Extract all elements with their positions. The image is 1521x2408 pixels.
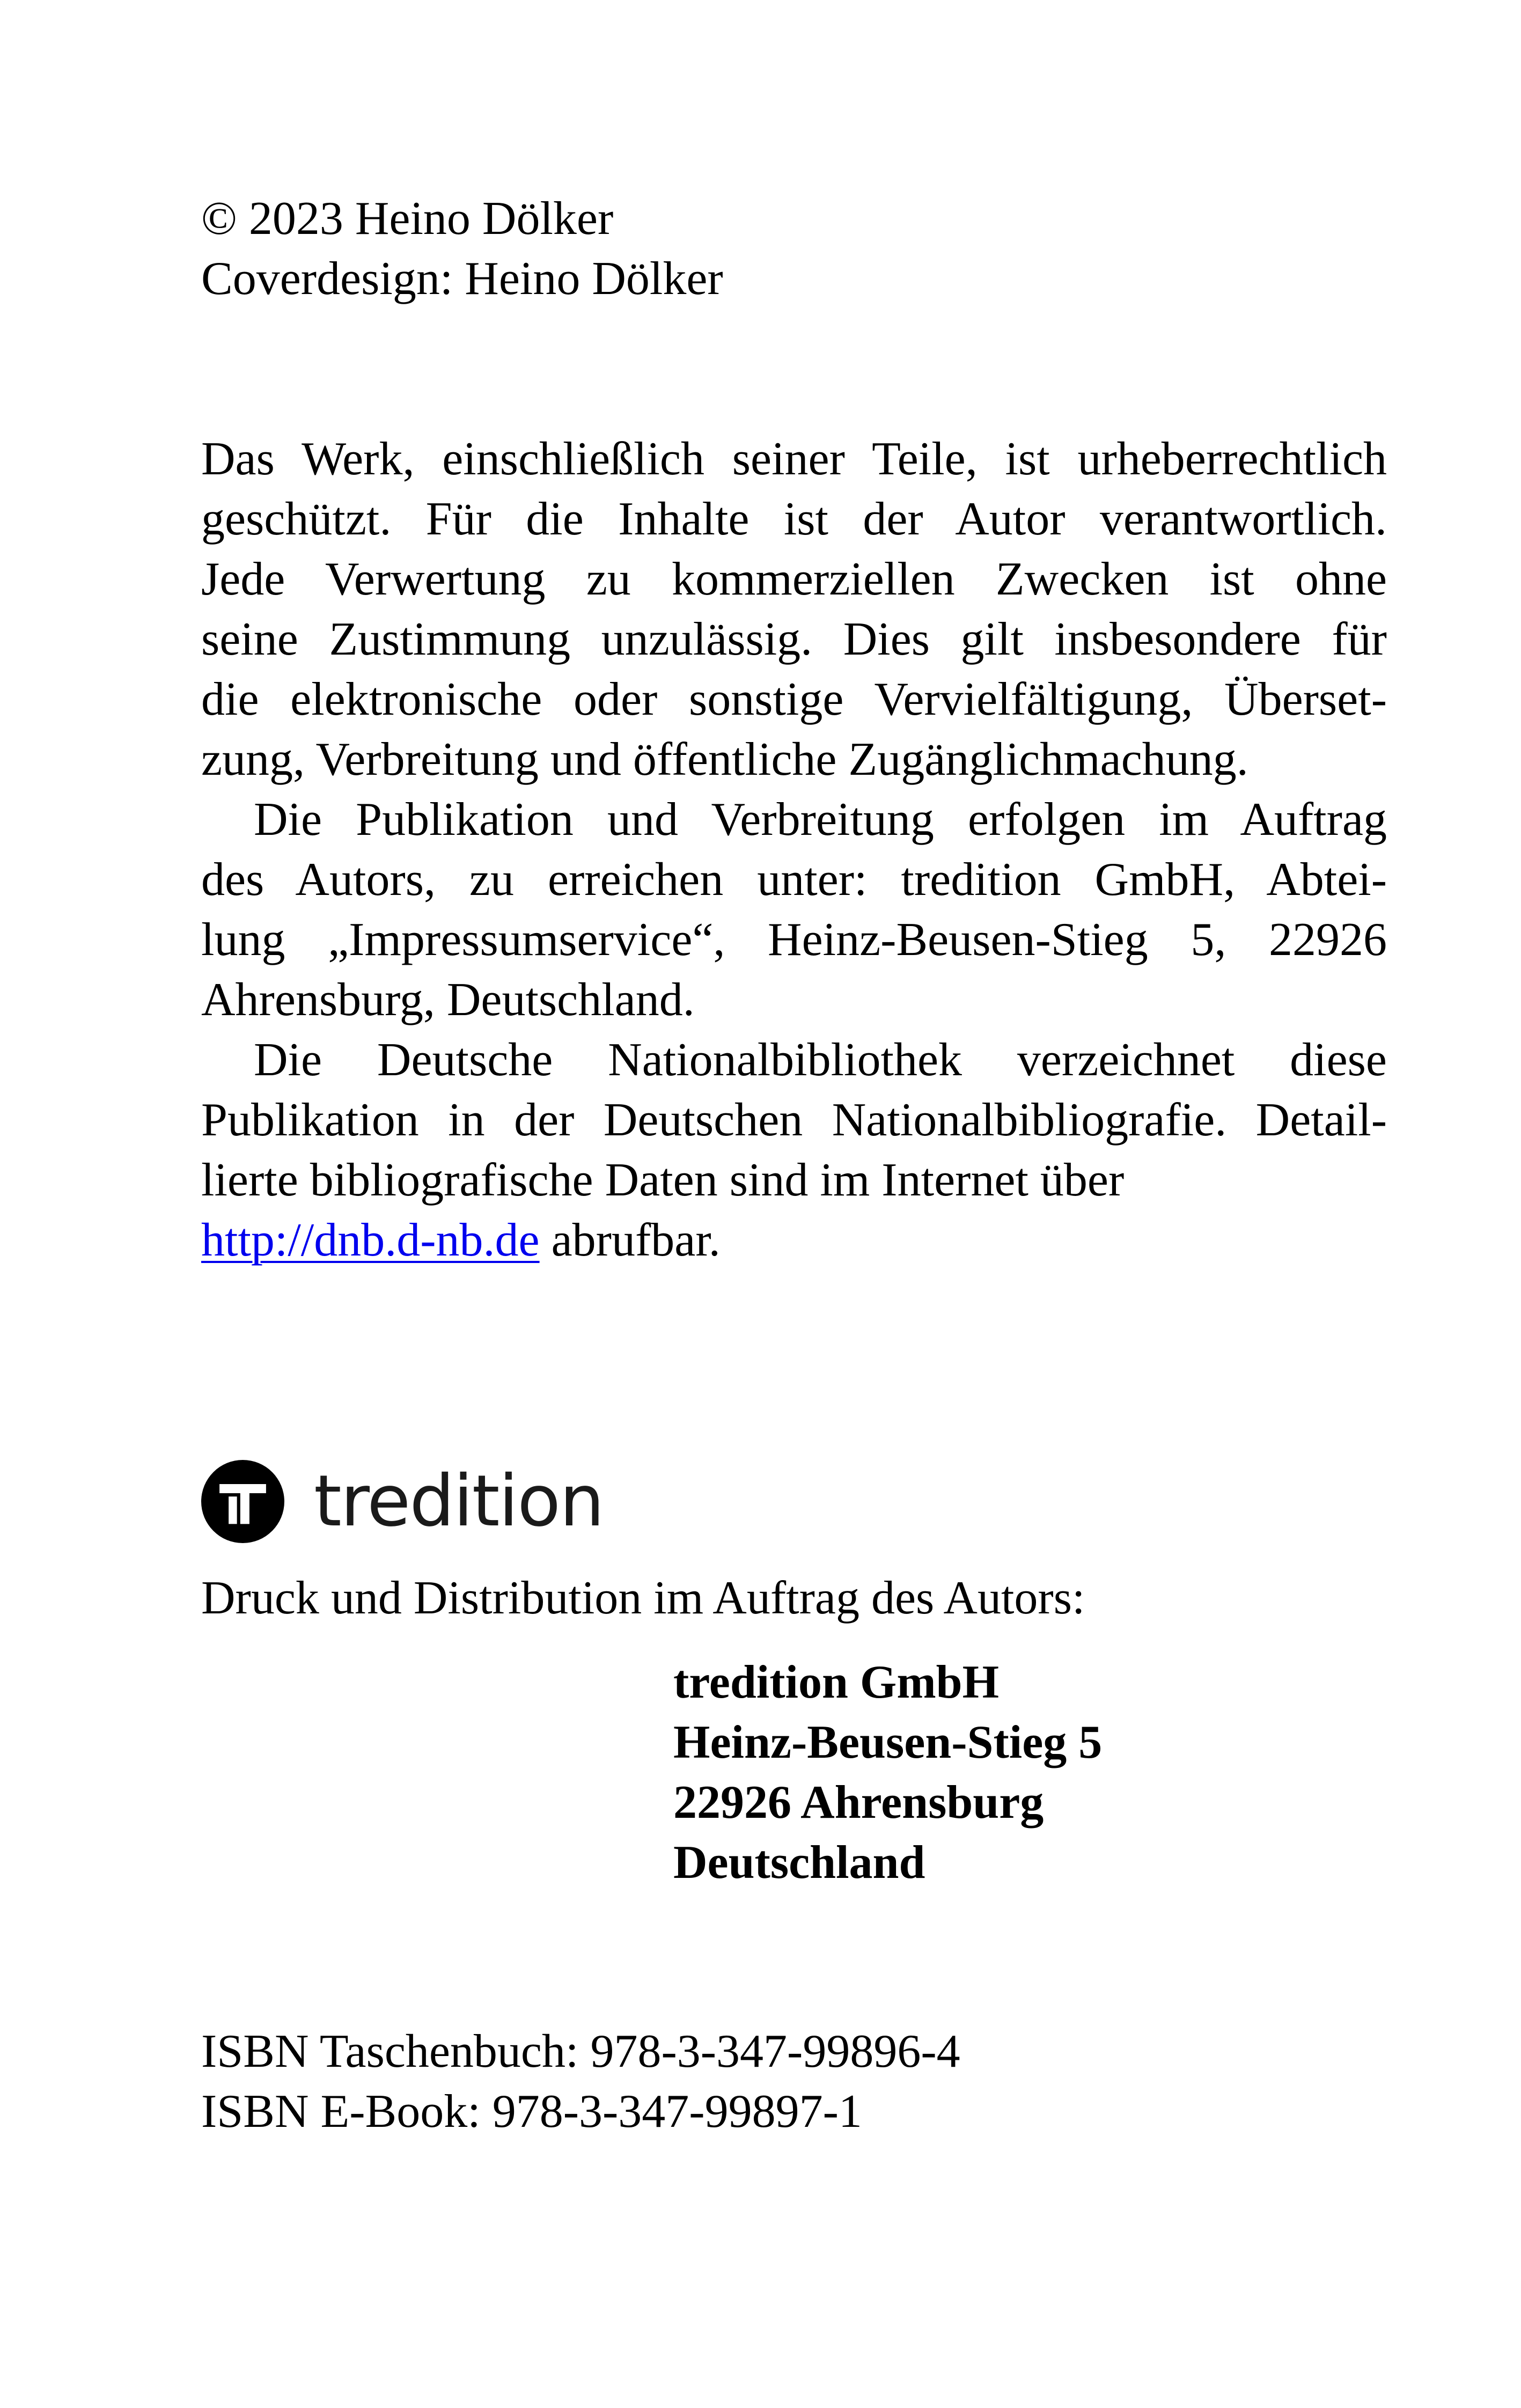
- address-city: 22926 Ahrensburg: [673, 1776, 1044, 1829]
- text-line: Die Publikation und Verbreitung erfolgen im Auftrag: [254, 794, 1387, 846]
- text-line: Ahrensburg, Deutschland.: [201, 974, 695, 1026]
- tredition-logo: [201, 1458, 604, 1544]
- legal-notice: [201, 429, 1387, 1271]
- cover-design-line: Coverdesign: Heino Dölker: [201, 253, 723, 305]
- text-line: Jede Verwertung zu kommerziellen Zwecken ist ohne: [201, 553, 1387, 605]
- legal-paragraph-copyright: [201, 429, 1387, 790]
- text-line: Das Werk, einschließlich seiner Teile, ist urheberrechtlich: [201, 433, 1387, 485]
- address-company: tredition GmbH: [673, 1656, 1000, 1708]
- legal-paragraph-dnb: [201, 1030, 1387, 1271]
- isbn-block: [201, 2022, 1387, 2142]
- copyright-line: © 2023 Heino Dölker: [201, 193, 614, 245]
- text-line: zung, Verbreitung und öffentliche Zugänglichmachung.: [201, 733, 1248, 785]
- publisher-address: [673, 1653, 1102, 1893]
- logo-wordmark: tredition: [314, 1460, 604, 1543]
- isbn-paperback: ISBN Taschenbuch: 978-3-347-99896-4: [201, 2025, 960, 2077]
- address-street: Heinz-Beusen-Stieg 5: [673, 1716, 1103, 1768]
- text-line: [201, 1210, 1387, 1271]
- distribution-label: [201, 1568, 1387, 1628]
- text-line: die elektronische oder sonstige Vervielfältigung, Überset-: [201, 673, 1387, 725]
- text-line: Publikation in der Deutschen Nationalbibliografie. Detail-: [201, 1094, 1387, 1146]
- link-suffix: abrufbar.: [539, 1214, 721, 1266]
- address-country: Deutschland: [673, 1837, 925, 1889]
- text-line: des Autors, zu erreichen unter: tredition GmbH, Abtei-: [201, 854, 1387, 906]
- legal-paragraph-publication: [201, 790, 1387, 1030]
- text-line: Die Deutsche Nationalbibliothek verzeichnet diese: [254, 1034, 1387, 1086]
- text-line: lung „Impressumservice“, Heinz-Beusen-Stieg 5, 22926: [201, 914, 1387, 966]
- text-line: geschützt. Für die Inhalte ist der Autor verantwortlich.: [201, 493, 1387, 545]
- distribution-text: Druck und Distribution im Auftrag des Autors:: [201, 1572, 1085, 1624]
- tredition-logo-icon: [201, 1460, 284, 1543]
- dnb-link[interactable]: http://dnb.d-nb.de: [201, 1214, 540, 1266]
- text-line: lierte bibliografische Daten sind im Internet über: [201, 1154, 1125, 1206]
- isbn-ebook: ISBN E-Book: 978-3-347-99897-1: [201, 2086, 862, 2138]
- text-line: seine Zustimmung unzulässig. Dies gilt insbesondere für: [201, 613, 1387, 665]
- copyright-block: [201, 189, 1387, 309]
